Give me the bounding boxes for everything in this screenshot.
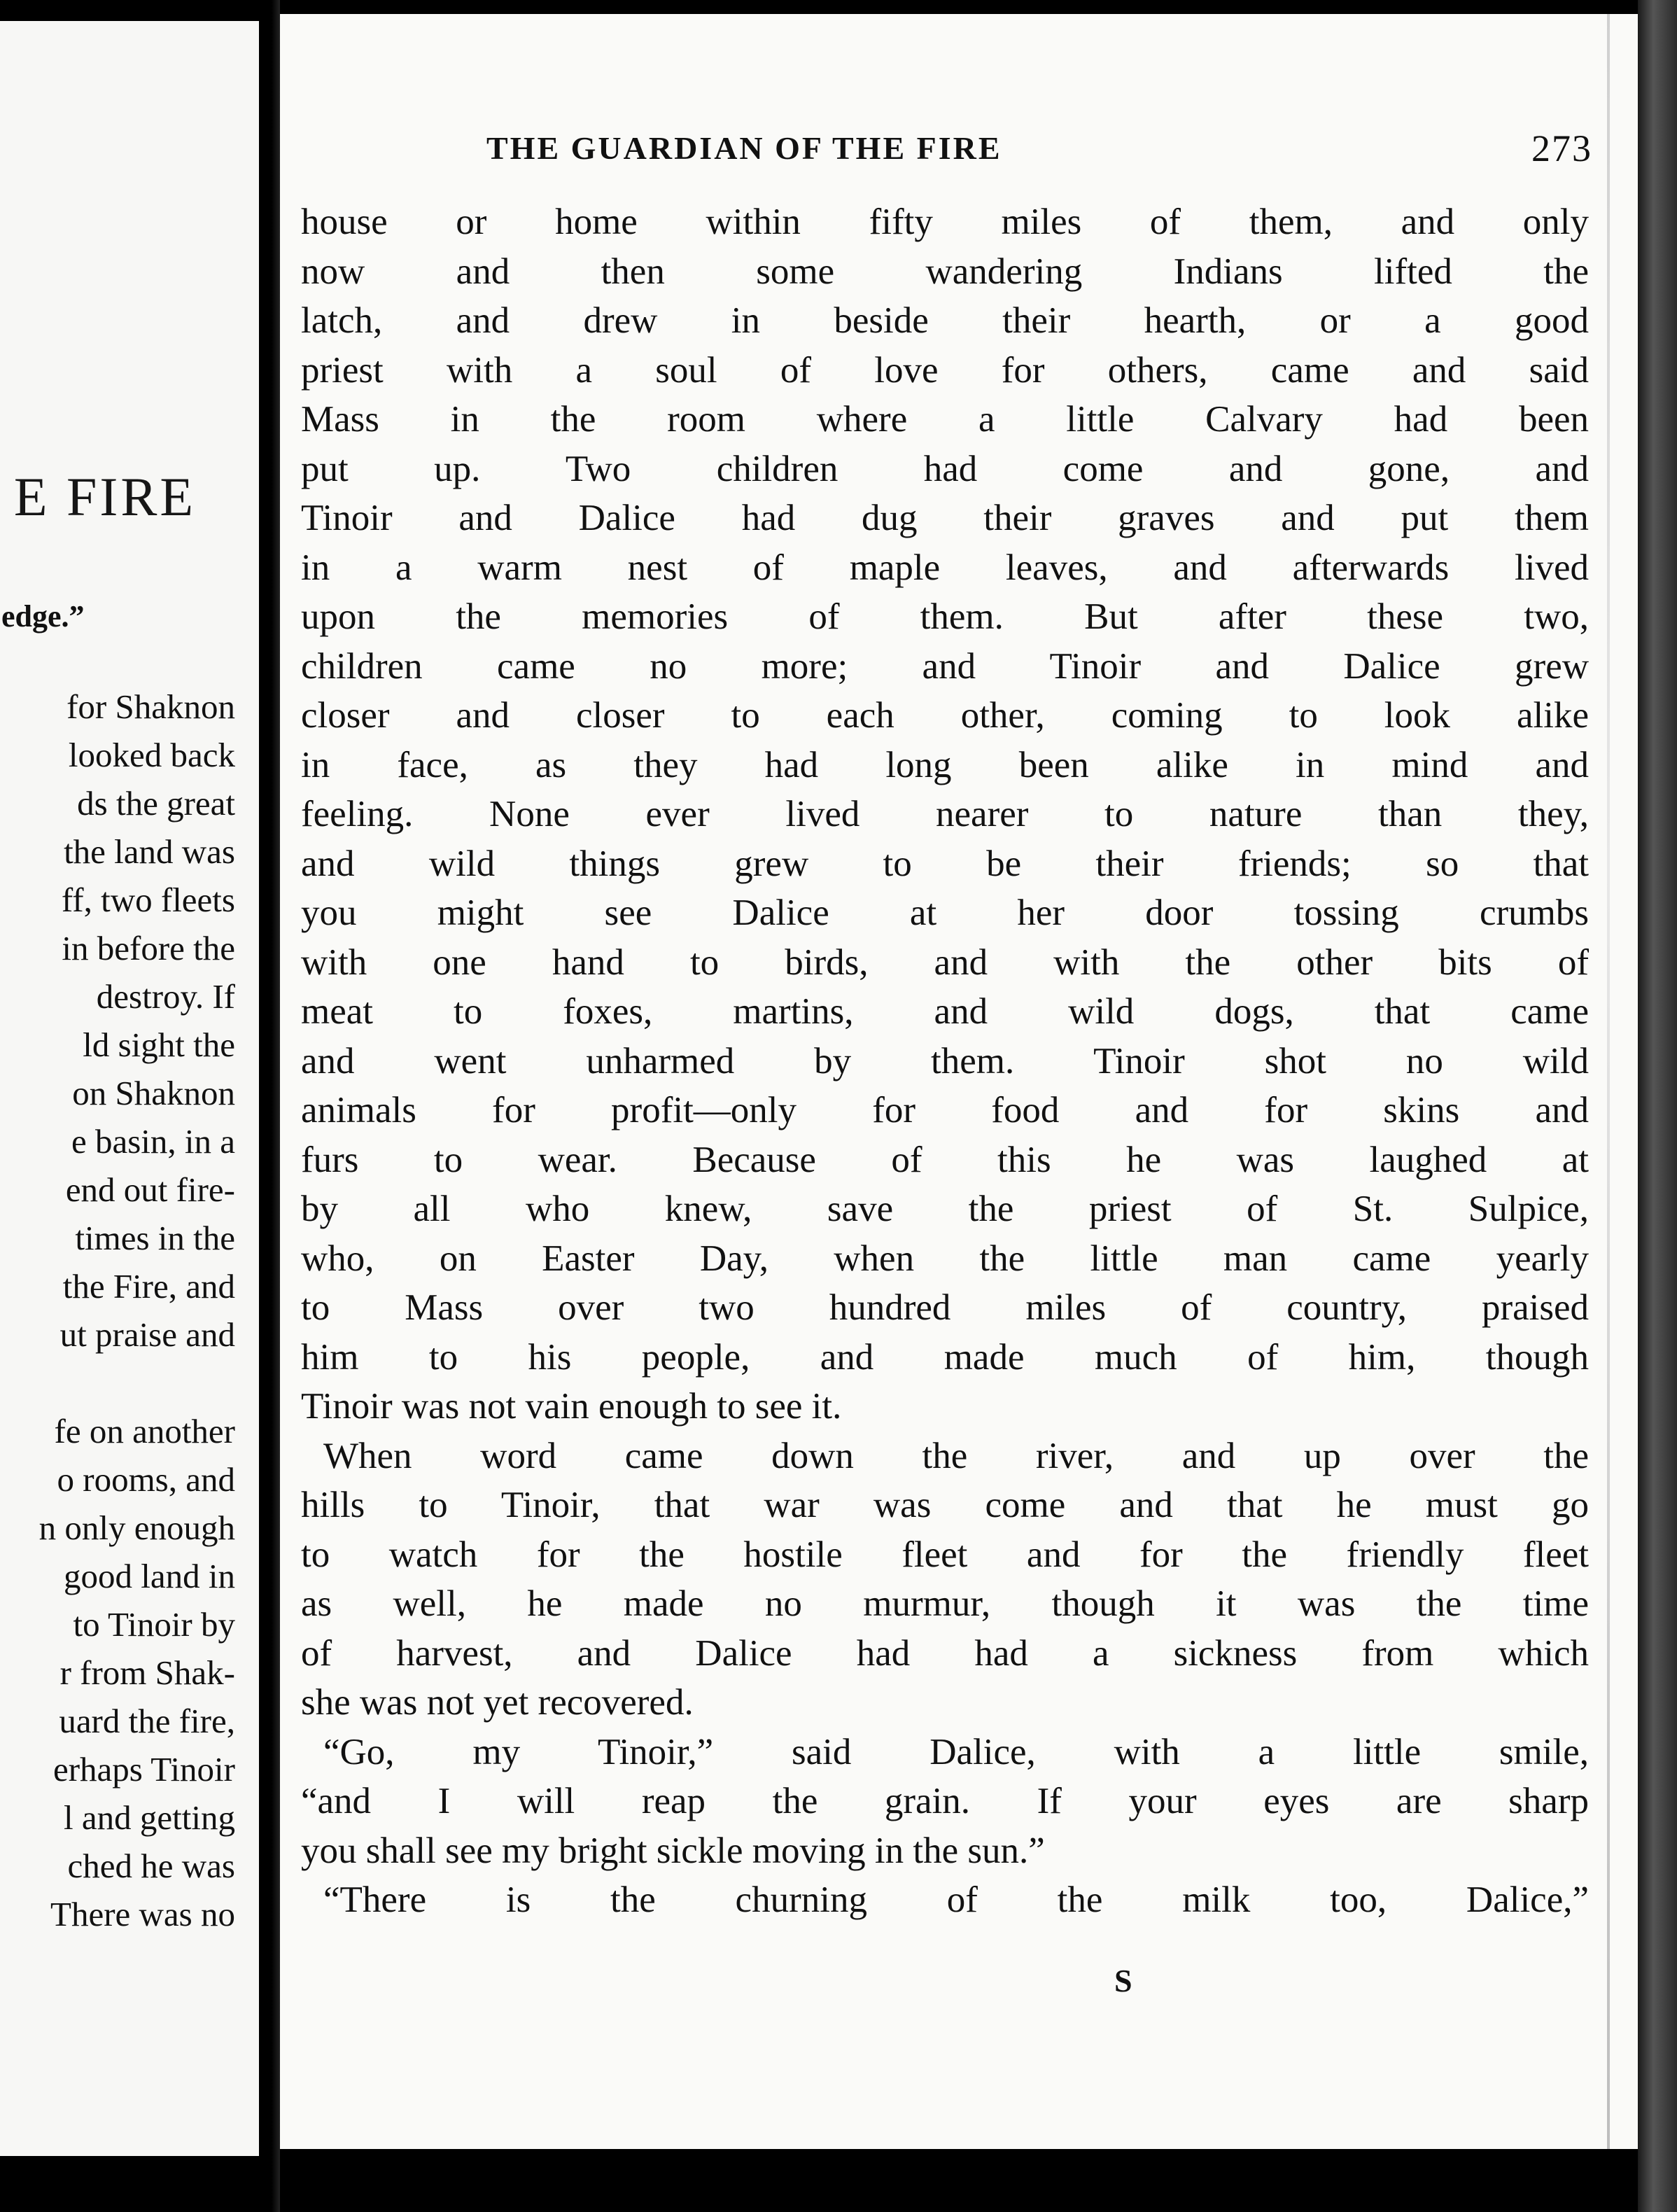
text-line: animals for profit—only for food and for skins and [301, 1090, 1589, 1130]
paragraph-last-line: you shall see my bright sickle moving in the sun.” [301, 1830, 1045, 1871]
paragraph-first-line: “Go, my Tinoir,” said Dalice, with a little smile, [323, 1731, 1589, 1772]
running-head-title: THE GUARDIAN OF THE FIRE [486, 130, 1002, 166]
text-line: children came no more; and Tinoir and Dalice grew [301, 645, 1589, 687]
text-line: meat to foxes, martins, and wild dogs, that came [301, 991, 1589, 1032]
text-line: with one hand to birds, and with the other bits of [301, 941, 1589, 983]
left-page-line: to Tinoir by [73, 1605, 235, 1644]
text-line: to Mass over two hundred miles of country, praised [301, 1287, 1589, 1328]
left-page-line: uard the fire, [59, 1702, 235, 1740]
text-line: by all who knew, save the priest of St. Sulpice, [301, 1189, 1589, 1229]
left-page-line: end out fire- [65, 1170, 235, 1209]
text-line: upon the memories of them. But after these two, [301, 596, 1589, 637]
facing-page-left [0, 21, 260, 2156]
text-line: priest with a soul of love for others, came and said [301, 349, 1589, 391]
text-line: in a warm nest of maple leaves, and afterwards lived [301, 547, 1589, 588]
left-page-line: o rooms, and [57, 1460, 235, 1499]
left-page-line: There was no [50, 1895, 235, 1933]
left-page-line: looked back [68, 736, 235, 774]
text-line: closer and closer to each other, coming to look alike [301, 695, 1589, 736]
left-page-line: e basin, in a [71, 1122, 235, 1161]
text-line: Tinoir and Dalice had dug their graves and put them [301, 498, 1589, 538]
text-line: as well, he made no murmur, though it was the time [301, 1583, 1589, 1624]
text-line: furs to wear. Because of this he was laughed at [301, 1139, 1589, 1180]
page-number: 273 [1531, 127, 1592, 169]
text-line: hills to Tinoir, that war was come and that he must go [301, 1485, 1589, 1525]
left-page-line: times in the [75, 1219, 235, 1257]
left-page-line: fe on another [54, 1412, 235, 1450]
left-page-line: the land was [64, 832, 235, 871]
text-line: him to his people, and made much of him, though [301, 1336, 1589, 1378]
left-page-line: ds the great [77, 784, 235, 822]
text-line: in face, as they had long been alike in mind and [301, 744, 1589, 785]
text-line: latch, and drew in beside their hearth, or a good [301, 300, 1589, 341]
text-line: who, on Easter Day, when the little man came yearly [301, 1238, 1589, 1279]
left-page-line: ched he was [67, 1847, 235, 1885]
text-line: and went unharmed by them. Tinoir shot no wild [301, 1040, 1589, 1082]
text-line: feeling. None ever lived nearer to nature than they, [301, 794, 1589, 834]
left-page-line: on Shaknon [72, 1074, 235, 1112]
left-page-line: r from Shak- [59, 1653, 235, 1692]
left-page-line: the Fire, and [62, 1267, 235, 1306]
running-head [486, 127, 1592, 186]
paragraph-first-line: “There is the churning of the milk too, Dalice,” [323, 1879, 1589, 1920]
left-page-line: ld sight the [83, 1026, 235, 1064]
left-page-line: ff, two fleets [61, 881, 235, 919]
page-edge-shading [1607, 14, 1610, 2149]
printer-signature-mark: S [1114, 1963, 1132, 1998]
left-page-text-block [39, 682, 235, 1938]
paragraph-last-line: she was not yet recovered. [301, 1682, 694, 1723]
left-page-chapter-heading: E FIRE [13, 466, 196, 527]
left-page-line: ut praise and [59, 1315, 235, 1354]
left-page-line: destroy. If [96, 977, 235, 1016]
text-line: Mass in the room where a little Calvary had been [301, 399, 1589, 440]
left-page-line: for Shaknon [66, 687, 235, 726]
left-page-line: l and getting [64, 1798, 235, 1837]
page-stack-edge [1638, 0, 1677, 2212]
body-text [301, 197, 1589, 1925]
left-page-line: erhaps Tinoir [52, 1750, 235, 1788]
book-gutter [259, 0, 280, 2212]
left-page-epigraph-fragment: edge.” [1, 599, 85, 634]
main-page-right [280, 14, 1638, 2149]
paragraph-first-line: When word came down the river, and up over the [323, 1435, 1589, 1476]
text-line: put up. Two children had come and gone, and [301, 448, 1589, 489]
text-line: to watch for the hostile fleet and for the friendly fleet [301, 1534, 1589, 1575]
text-line: and wild things grew to be their friends; so that [301, 843, 1589, 884]
left-page-line: good land in [64, 1557, 235, 1595]
text-line: “and I will reap the grain. If your eyes are sharp [301, 1781, 1589, 1821]
left-page-line: n only enough [38, 1508, 235, 1547]
text-line: now and then some wandering Indians lifted the [301, 251, 1589, 292]
left-page-paragraph-gap [39, 1359, 235, 1407]
text-line: of harvest, and Dalice had had a sickness from which [301, 1632, 1589, 1674]
left-page-line: in before the [62, 929, 235, 967]
text-line: you might see Dalice at her door tossing crumbs [301, 892, 1589, 933]
text-line: house or home within fifty miles of them, and only [301, 202, 1589, 242]
paragraph-last-line: Tinoir was not vain enough to see it. [301, 1386, 842, 1427]
